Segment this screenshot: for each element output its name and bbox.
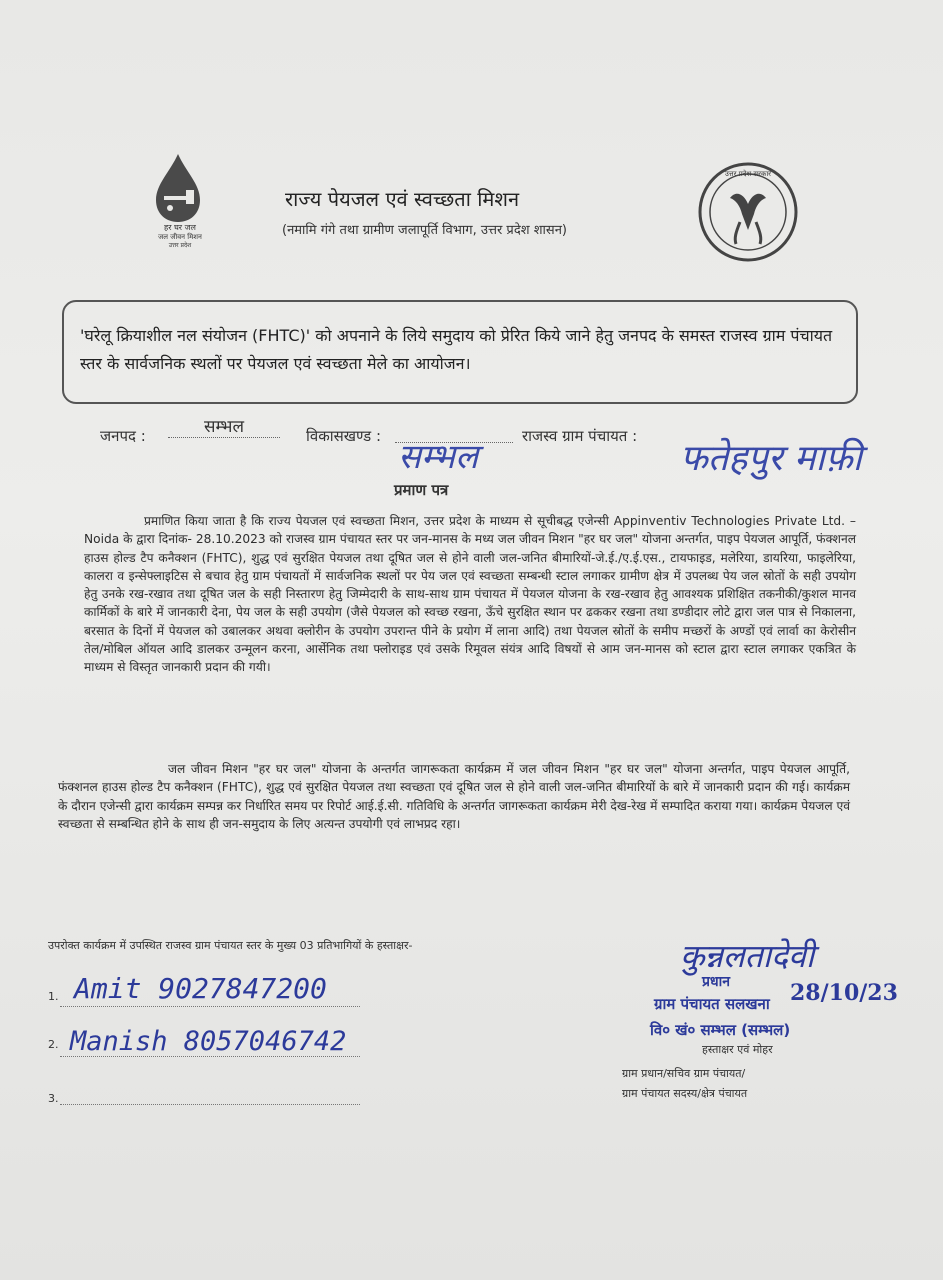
stamp-title: प्रधान	[702, 974, 730, 990]
stamp-line-2: वि० खं० सम्भल (सम्भल)	[650, 1021, 791, 1039]
block-label: विकासखण्ड :	[306, 427, 382, 445]
participant-1-entry: Amit 9027847200	[74, 972, 327, 1005]
har-ghar-jal-logo	[140, 150, 220, 250]
mission-subtitle: (नमामि गंगे तथा ग्रामीण जलापूर्ति विभाग, उत्तर प्रदेश शासन)	[282, 223, 567, 238]
svg-text:जल जीवन मिशन: जल जीवन मिशन	[158, 233, 202, 241]
signature-date: 28/10/23	[790, 980, 898, 1006]
participant-2-entry: Manish 8057046742	[70, 1026, 347, 1057]
svg-text:उत्तर प्रदेश सरकार: उत्तर प्रदेश सरकार	[724, 170, 772, 178]
block-value: सम्भल	[398, 437, 479, 477]
panchayat-label: राजस्व ग्राम पंचायत :	[522, 427, 638, 445]
svg-text:हर घर जल: हर घर जल	[164, 223, 196, 232]
signatory-roles-1: ग्राम प्रधान/सचिव ग्राम पंचायत/	[622, 1067, 746, 1080]
certificate-paragraph-2: जल जीवन मिशन "हर घर जल" योजना के अन्तर्गत जागरूकता कार्यक्रम में जल जीवन मिशन "हर घर जल" योजना अन्तर्गत, पाइप पेयजल आपूर्ति, फंक्शनल हाउस होल्ड टैप कनैक्शन (FHTC), शुद्ध एवं सुरक्षित पेयजल तथा स्वच्छता एवं दूषित जल से होने वाली जल-जनित बीमारियों के बारे में जानकारी प्रदान की गई। कार्यक्रम के दौरान एजेन्सी द्वारा कार्यक्रम सम्पन्न कर निर्धारित समय पर रिपोर्ट आई.ई.सी. गतिविधि के अन्तर्गत जागरूकता कार्यक्रम मेरी देख-रेख में सम्पादित कराया गया। कार्यक्रम पेयजल एवं स्वच्छता से सम्बन्धित होने के साथ ही जन-समुदाय के लिए अत्यन्त उपयोगी एवं लाभप्रद रहा।	[58, 762, 850, 831]
participant-3-line	[60, 1104, 360, 1105]
subject-text: 'घरेलू क्रियाशील नल संयोजन (FHTC)' को अपनाने के लिये समुदाय को प्रेरित किये जाने हेतु जनपद के समस्त राजस्व ग्राम पंचायत स्तर के सार्वजनिक स्थलों पर पेयजल एवं स्वच्छता मेले का आयोजन।	[80, 326, 833, 373]
signature-caption: हस्ताक्षर एवं मोहर	[702, 1043, 773, 1056]
stamp-line-1: ग्राम पंचायत सलखना	[654, 995, 770, 1013]
mission-title: राज्य पेयजल एवं स्वच्छता मिशन	[285, 187, 520, 211]
participant-2-number: 2.	[48, 1038, 59, 1051]
participant-1-line	[60, 1006, 360, 1007]
district-label: जनपद :	[100, 427, 146, 445]
panchayat-value: फतेहपुर माफ़ी	[680, 438, 862, 479]
certificate-label: प्रमाण पत्र	[394, 481, 449, 499]
up-government-seal	[696, 160, 800, 264]
participants-intro: उपरोक्त कार्यक्रम में उपस्थित राजस्व ग्राम पंचायत स्तर के मुख्य 03 प्रतिभागियों के हस्ताक्षर-	[48, 939, 413, 952]
svg-text:उत्तर प्रदेश: उत्तर प्रदेश	[168, 242, 192, 249]
signatory-roles-2: ग्राम पंचायत सदस्य/क्षेत्र पंचायत	[622, 1087, 748, 1100]
participant-3-number: 3.	[48, 1092, 59, 1105]
pradhan-signature: कुन्नलतादेवी	[680, 937, 815, 975]
certificate-paragraph-1: प्रमाणित किया जाता है कि राज्य पेयजल एवं स्वच्छता मिशन, उत्तर प्रदेश के माध्यम से सूचीबद्ध एजेन्सी Appinventiv Technologies Private Ltd. – Noida के द्वारा दिनांक- 28.10.2023 को राजस्व ग्राम पंचायत स्तर पर जन-मानस के मध्य जल जीवन मिशन "हर घर जल" योजना अन्तर्गत, पाइप पेयजल आपूर्ति, फंक्शनल हाउस होल्ड टैप कनैक्शन (FHTC), शुद्ध एवं सुरक्षित पेयजल तथा दूषित जल से होने वाली जल-जनित बीमारियों-जे.ई./ए.ई.एस., टायफाइड, मलेरिया, डायरिया, फाइलेरिया, कालरा व इन्सेफ्लाइटिस से बचाव हेतु ग्राम पंचायतों में सार्वजनिक स्थलों पर पेय जल एवं स्वच्छता सम्बन्धी स्टाल लगाकर ग्रामीण क्षेत्र में उपलब्ध पेय जल स्रोतों के सही उपयोग हेतु उनके रख-रखाव तथा दूषित जल के सही निस्तारण हेतु जिम्मेदारी के साथ-साथ ग्राम पंचायत में पेयजल योजना के रख-रखाव हेतु आवश्यक प्रशिक्षित तकनीकी/कुशल मानव कार्मिकों के बारे में जानकारी देना, पेय जल के सही उपयोग (जैसे पेयजल को स्वच्छ रखना, ऊँचे सुरक्षित स्थान पर ढककर रखना तथा डण्डीदार लोटे द्वारा जल पात्र से निकालना, बरसात के दिनों में पेयजल को उबालकर अथवा क्लोरीन के उपयोग उपरान्त पीने के प्रयोग में लाना आदि) तथा पेयजल स्रोतों के समीप मच्छरों के अण्डों एवं लार्वा का केरोसीन तेल/मोबिल ऑयल आदि डालकर उन्मूलन करना, आर्सेनिक तथा फ्लोराइड एवं उसके रिमूवल संयंत्र आदि विषयों से आम जन-मानस को स्टाल द्वारा स्टाल लगाकर एकत्रित के माध्यम से विस्तृत जानकारी प्रदान की गयी।	[84, 514, 856, 675]
participant-1-number: 1.	[48, 990, 59, 1003]
district-value: सम्भल	[168, 414, 280, 438]
participant-2-line	[60, 1056, 360, 1057]
